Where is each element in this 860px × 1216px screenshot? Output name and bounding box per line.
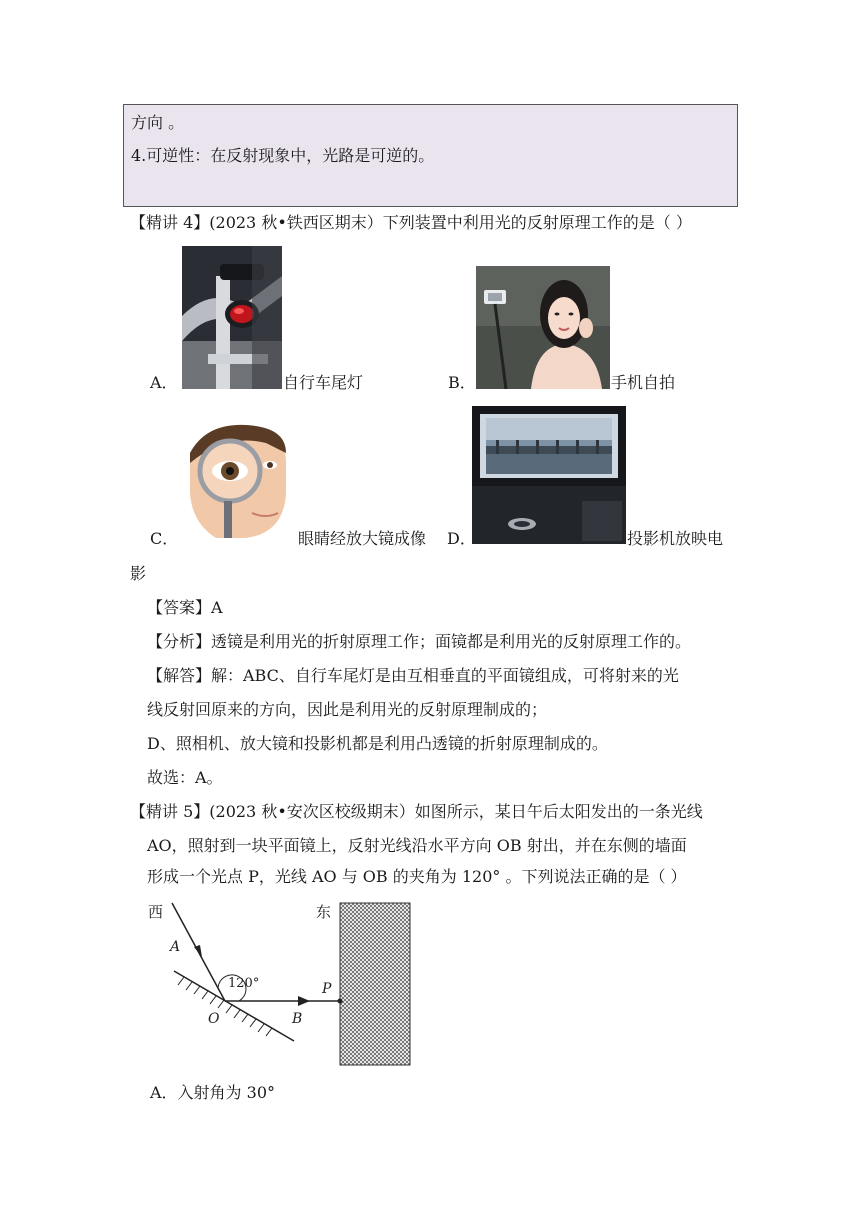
bike-taillight-image	[182, 246, 282, 389]
label-east: 东	[316, 903, 332, 921]
box-line-2: 4.可逆性：在反射现象中，光路是可逆的。	[131, 146, 435, 165]
reflected-arrowhead	[298, 996, 310, 1006]
option-c-letter: C．	[150, 529, 179, 548]
point-P	[338, 999, 343, 1004]
option-a-letter: A．	[150, 373, 178, 392]
q5-stem-line-2: AO，照射到一块平面镜上，反射光线沿水平方向 OB 射出，并在东侧的墙面	[147, 836, 687, 855]
label-west: 西	[148, 903, 164, 921]
option-d-letter: D．	[447, 529, 476, 548]
q4-solution-line-1: 【解答】解：ABC、自行车尾灯是由互相垂直的平面镜组成，可将射来的光	[147, 666, 679, 685]
q4-choice: 故选：A。	[147, 768, 223, 787]
q4-analysis: 【分析】透镜是利用光的折射原理工作；面镜都是利用光的反射原理工作的。	[147, 632, 692, 651]
east-wall	[340, 903, 410, 1065]
projector-image	[472, 406, 626, 544]
q5-stem-line-3: 形成一个光点 P，光线 AO 与 OB 的夹角为 120° 。下列说法正确的是（ ）	[147, 867, 687, 886]
q4-stem: 【精讲 4】(2023 秋•铁西区期末）下列装置中利用光的反射原理工作的是（ ）	[130, 213, 692, 232]
option-d-wrap: 影	[130, 564, 147, 583]
label-A: A	[170, 939, 181, 955]
option-a-text: 自行车尾灯	[283, 373, 364, 392]
label-P: P	[322, 981, 332, 997]
q4-solution-line-2: 线反射回原来的方向，因此是利用光的反射原理制成的；	[147, 700, 548, 719]
label-angle: 120°	[228, 976, 260, 991]
q5-stem-line-1: 【精讲 5】(2023 秋•安次区校级期末）如图所示，某日午后太阳发出的一条光线	[130, 802, 703, 821]
label-O: O	[208, 1011, 220, 1027]
box-line-1: 方向 。	[131, 113, 185, 132]
option-c-text: 眼睛经放大镜成像	[298, 529, 427, 548]
q4-answer: 【答案】A	[147, 598, 223, 617]
magnifier-eye-image	[186, 423, 290, 538]
option-b-text: 手机自拍	[611, 373, 676, 392]
reflection-diagram	[140, 895, 430, 1075]
label-B: B	[292, 1011, 303, 1027]
selfie-image	[476, 266, 610, 389]
option-d-text: 投影机放映电	[627, 529, 724, 548]
incident-arrowhead	[194, 945, 202, 957]
q5-option-a: A．入射角为 30°	[150, 1083, 276, 1102]
option-b-letter: B．	[448, 373, 476, 392]
q4-solution-line-3: D、照相机、放大镜和投影机都是利用凸透镜的折射原理制成的。	[147, 734, 608, 753]
